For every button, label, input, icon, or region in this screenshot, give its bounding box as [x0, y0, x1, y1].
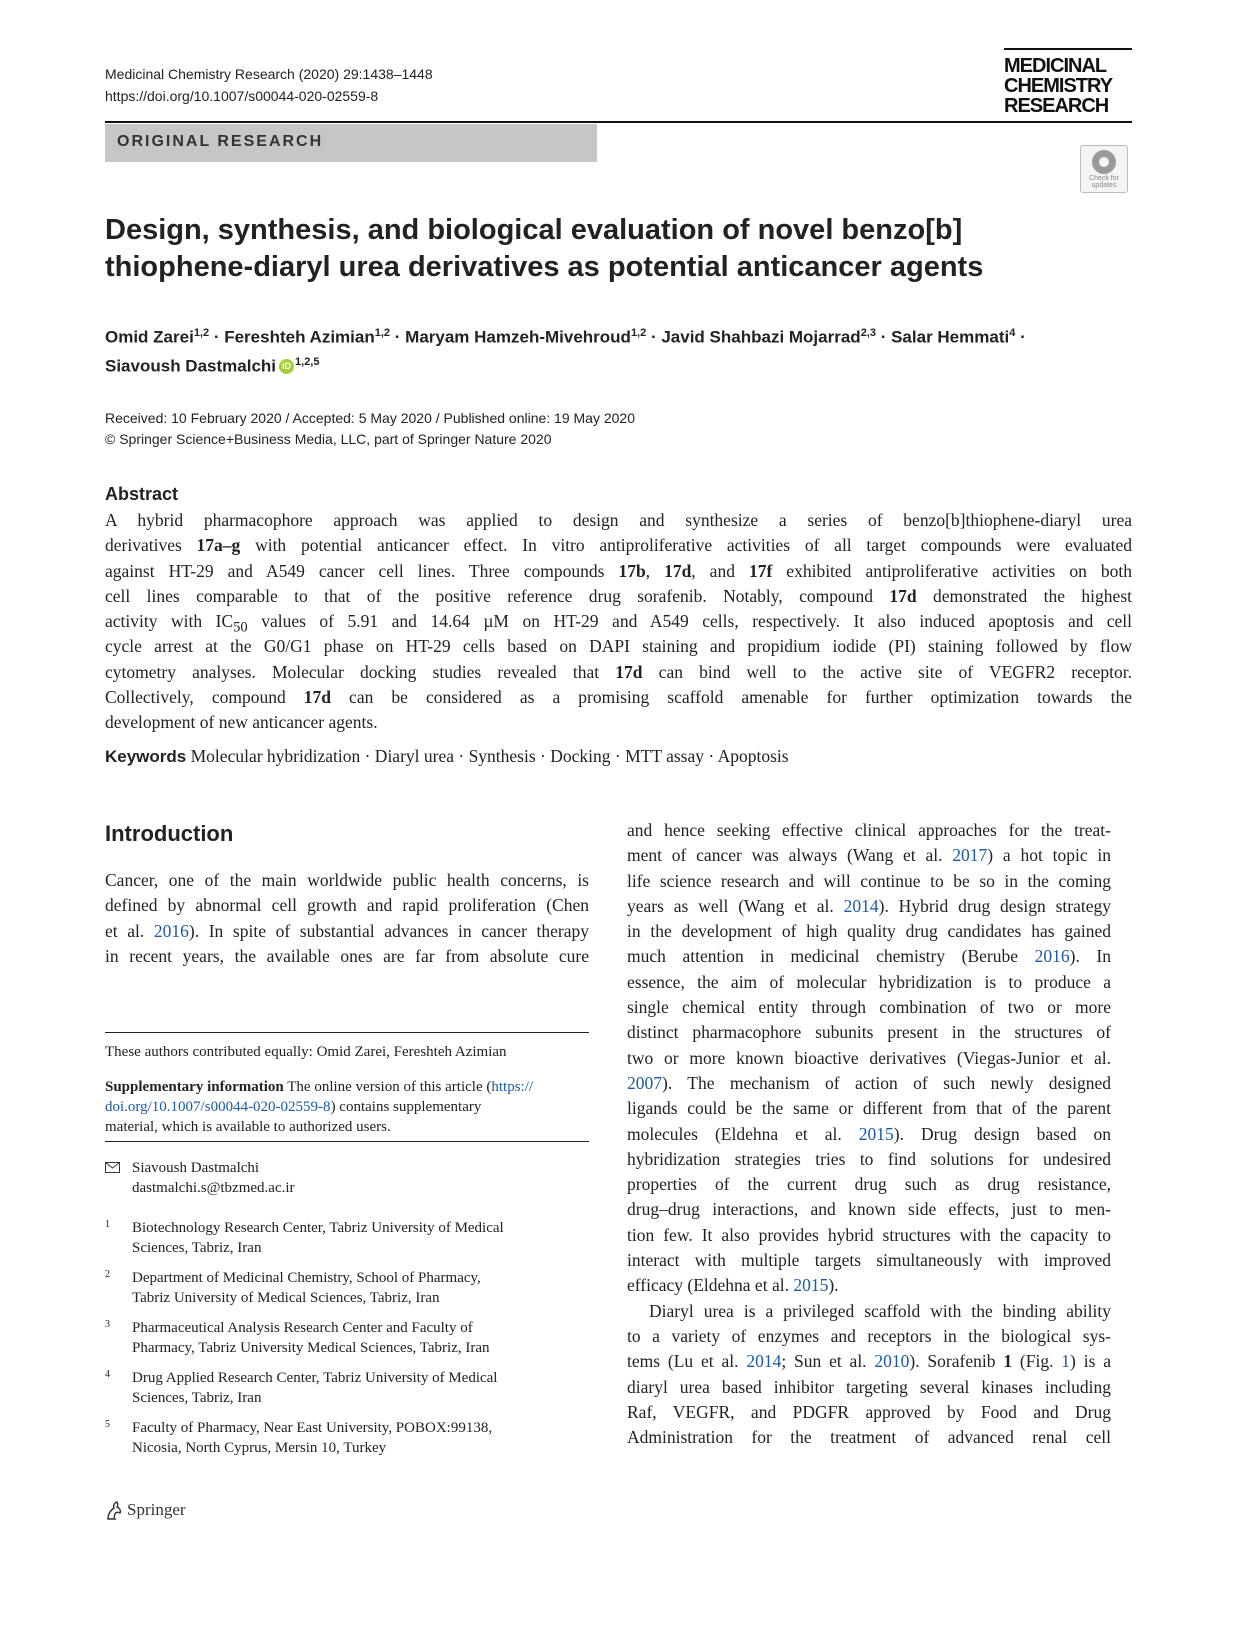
- abstract-line: against HT-29 and A549 cancer cell lines. Three compounds 17b, 17d, and 17f exhibited antiproliferative activities on both: [105, 560, 1132, 581]
- supplementary-note: [105, 1077, 589, 1137]
- abstract-line: derivatives 17a–g with potential anticancer effect. In vitro antiproliferative activities of all target compounds were evaluated: [105, 535, 1132, 556]
- equal-contribution-text: These authors contributed equally: Omid Zarei, Fereshteh Azimian: [105, 1044, 507, 1060]
- equal-contribution-note: [105, 1042, 589, 1062]
- affiliation-line: Biotechnology Research Center, Tabriz University of Medical: [132, 1220, 504, 1236]
- article-dates: [105, 408, 635, 450]
- text-line: Cancer, one of the main worldwide public health concerns, is: [105, 870, 589, 890]
- affiliation-number: 5: [105, 1419, 110, 1430]
- text-line: efficacy (Eldehna et al. 2015).: [627, 1275, 839, 1296]
- text-line: to a variety of enzymes and receptors in the biological sys-: [627, 1325, 1111, 1346]
- abstract-line: Collectively, compound 17d can be considered as a promising scaffold amenable for further optimization towards the: [105, 687, 1132, 708]
- text-line: Raf, VEGFR, and PDGFR approved by Food and Drug: [627, 1401, 1111, 1422]
- text-line: ment of cancer was always (Wang et al. 2017) a hot topic in: [627, 845, 1111, 866]
- supp-line[interactable]: doi.org/10.1007/s00044-020-02559-8) contains supplementary: [105, 1099, 482, 1115]
- copyright: © Springer Science+Business Media, LLC, part of Springer Nature 2020: [105, 431, 552, 447]
- text-line: two or more known bioactive derivatives (Viegas-Junior et al.: [627, 1047, 1111, 1068]
- publisher-name: Springer: [127, 1500, 186, 1519]
- journal-logo: [1004, 48, 1132, 116]
- affiliation-line: Tabriz University of Medical Sciences, Tabriz, Iran: [132, 1290, 440, 1306]
- affiliation-1: [105, 1218, 589, 1258]
- received-accepted-published: Received: 10 February 2020 / Accepted: 5 May 2020 / Published online: 19 May 2020: [105, 410, 636, 426]
- intro-left-column: [105, 868, 589, 969]
- affiliation-number: 3: [105, 1319, 110, 1330]
- correspondence: [105, 1158, 589, 1198]
- abstract-line: cycle arrest at the G0/G1 phase on HT-29 cells based on DAPI staining and propidium iodide (PI) staining followed by flow: [105, 636, 1132, 657]
- text-line: defined by abnormal cell growth and rapid proliferation (Chen: [105, 895, 589, 916]
- author-name[interactable]: Javid Shahbazi Mojarrad: [661, 327, 861, 347]
- affiliation-2: [105, 1268, 589, 1308]
- affiliation-3: [105, 1318, 589, 1358]
- correspondence-name: Siavoush Dastmalchi: [132, 1160, 260, 1176]
- keywords-label: Keywords: [105, 747, 187, 766]
- keywords: [105, 746, 789, 767]
- author-line-1: Omid Zarei$^{1,2}$ · Fereshteh Azimian$^{1,2}$ · Maryam Hamzeh-Mivehroud$^{1,2}$ · Javid Shahbazi Mojarrad$^{2,3}$ · Salar Hemmati$^4$ ·: [105, 327, 1026, 347]
- text-line: Administration for the treatment of advanced renal cell: [627, 1427, 1111, 1448]
- footnote-rule: [105, 1141, 589, 1142]
- author-name[interactable]: Fereshteh Azimian: [224, 327, 375, 347]
- text-line: much attention in medicinal chemistry (Berube 2016). In: [627, 946, 1111, 967]
- author-aff: 4: [1009, 327, 1016, 339]
- author-list: [105, 321, 1135, 378]
- brand-line: RESEARCH: [1004, 95, 1109, 117]
- introduction-heading: Introduction: [105, 821, 234, 846]
- affiliation-line: Sciences, Tabriz, Iran: [132, 1240, 262, 1256]
- text-line: Diaryl urea is a privileged scaffold with the binding ability: [649, 1300, 1111, 1321]
- text-line: and hence seeking effective clinical approaches for the treat-: [627, 820, 1111, 840]
- affiliation-5: [105, 1418, 589, 1458]
- badge-text-1: Check for: [1089, 175, 1119, 182]
- affiliation-number: 4: [105, 1369, 110, 1380]
- text-line: essence, the aim of molecular hybridization is to produce a: [627, 971, 1111, 992]
- supp-line: [105, 1077, 589, 1097]
- text-line: single chemical entity through combination of two or more: [627, 997, 1111, 1018]
- title-line: Design, synthesis, and biological evaluation of novel benzo[b]: [105, 214, 963, 246]
- springer-horse-icon: [105, 1501, 123, 1521]
- check-for-updates-badge[interactable]: [1080, 145, 1128, 193]
- intro-right-column: [627, 818, 1111, 1450]
- text-line: interact with multiple targets simultaneously with improved: [627, 1250, 1111, 1271]
- mail-icon: [105, 1162, 120, 1173]
- text-line: et al. 2016). In spite of substantial advances in cancer therapy: [105, 920, 589, 941]
- text-line: drug–drug interactions, and known side effects, just to men-: [627, 1199, 1111, 1220]
- correspondence-email[interactable]: dastmalchi.s@tbzmed.ac.ir: [132, 1180, 295, 1196]
- text-line: 2007). The mechanism of action of such newly designed: [627, 1072, 1111, 1093]
- author-name[interactable]: Omid Zarei: [105, 327, 194, 347]
- section-label: ORIGINAL RESEARCH: [117, 133, 324, 150]
- affiliation-number: 1: [105, 1219, 110, 1230]
- doi-link[interactable]: https://doi.org/10.1007/s00044-020-02559-8: [105, 88, 379, 104]
- author-name[interactable]: Siavoush Dastmalchi: [105, 356, 277, 376]
- author-aff: 1,2: [193, 327, 210, 339]
- abstract-line: activity with $IC_{50}$ values of 5.91 and 14.64 µM on HT-29 and A549 cells, respectively. It also induced apoptosis and cell: [105, 611, 1132, 635]
- title-line: thiophene-diaryl urea derivatives as potential anticancer agents: [105, 251, 984, 283]
- author-line-2: [105, 350, 1135, 379]
- abstract-heading: Abstract: [105, 484, 179, 504]
- text-line: tion few. It also provides hybrid structures with the capacity to: [627, 1224, 1111, 1245]
- author-aff: 1,2,5: [295, 355, 320, 368]
- affiliation-line: Pharmaceutical Analysis Research Center and Faculty of: [132, 1320, 473, 1336]
- update-icon: [1092, 150, 1116, 174]
- abstract-line: development of new anticancer agents.: [105, 712, 378, 733]
- abstract-body: [105, 508, 1132, 736]
- text-line: tems (Lu et al. 2014; Sun et al. 2010). Sorafenib 1 (Fig. 1) is a: [627, 1351, 1111, 1372]
- affiliation-line: Pharmacy, Tabriz University Medical Sciences, Tabriz, Iran: [132, 1340, 490, 1356]
- badge-text-2: updates: [1091, 182, 1117, 189]
- header-rule: [105, 121, 1132, 123]
- author-name[interactable]: Maryam Hamzeh-Mivehroud: [405, 327, 631, 347]
- text-line: hybridization strategies tries to find solutions for undesired: [627, 1148, 1111, 1169]
- orcid-icon[interactable]: iD: [279, 359, 294, 374]
- affiliation-line: Faculty of Pharmacy, Near East University, POBOX:99138,: [132, 1420, 493, 1436]
- supp-line: material, which is available to authorized users.: [105, 1119, 391, 1135]
- affiliation-4: [105, 1368, 589, 1408]
- author-aff: 1,2: [374, 327, 391, 339]
- author-aff: 2,3: [860, 327, 876, 339]
- text-line: life science research and will continue to be so in the coming: [627, 870, 1111, 891]
- brand-line: MEDICINAL: [1004, 55, 1107, 77]
- text-line: ligands could be the same or different from that of the parent: [627, 1098, 1111, 1119]
- text-line: distinct pharmacophore subunits present in the structures of: [627, 1022, 1111, 1043]
- text-line: diaryl urea based inhibitor targeting several kinases including: [627, 1376, 1111, 1397]
- affiliation-line: Drug Applied Research Center, Tabriz University of Medical: [132, 1370, 498, 1386]
- section-band: [105, 124, 597, 162]
- abstract-line: cell lines comparable to that of the positive reference drug sorafenib. Notably, compound 17d demonstrated the highest: [105, 585, 1132, 606]
- keywords-text: Molecular hybridization · Diaryl urea · Synthesis · Docking · MTT assay · Apoptosis: [190, 746, 789, 766]
- abstract-line: cytometry analyses. Molecular docking studies revealed that 17d can bind well to the active site of VEGFR2 receptor.: [105, 661, 1132, 682]
- journal-citation: Medicinal Chemistry Research (2020) 29:1438–1448: [105, 66, 433, 82]
- affiliation-line: Department of Medicinal Chemistry, School of Pharmacy,: [132, 1270, 481, 1286]
- author-aff: 1,2: [630, 327, 647, 339]
- article-title: [105, 212, 1135, 286]
- affiliation-line: Sciences, Tabriz, Iran: [132, 1390, 262, 1406]
- footnote-rule: [105, 1032, 589, 1033]
- text-line: in recent years, the available ones are far from absolute cure: [105, 945, 589, 966]
- abstract-line: A hybrid pharmacophore approach was applied to design and synthesize a series of benzo[b]thiophene-diaryl urea: [105, 510, 1132, 530]
- affiliation-line: Nicosia, North Cyprus, Mersin 10, Turkey: [132, 1440, 387, 1456]
- affiliation-number: 2: [105, 1269, 110, 1280]
- publisher-footer: [105, 1500, 186, 1521]
- author-name[interactable]: Salar Hemmati: [891, 327, 1010, 347]
- brand-line: CHEMISTRY: [1004, 75, 1113, 97]
- text-line: in the development of high quality drug candidates has gained: [627, 921, 1111, 942]
- supp-label: Supplementary information: [105, 1079, 284, 1095]
- text-line: properties of the current drug such as drug resistance,: [627, 1174, 1111, 1195]
- text-line: molecules (Eldehna et al. 2015). Drug design based on: [627, 1123, 1111, 1144]
- text-line: years as well (Wang et al. 2014). Hybrid drug design strategy: [627, 895, 1111, 916]
- supp-text[interactable]: The online version of this article (https://: [283, 1079, 534, 1095]
